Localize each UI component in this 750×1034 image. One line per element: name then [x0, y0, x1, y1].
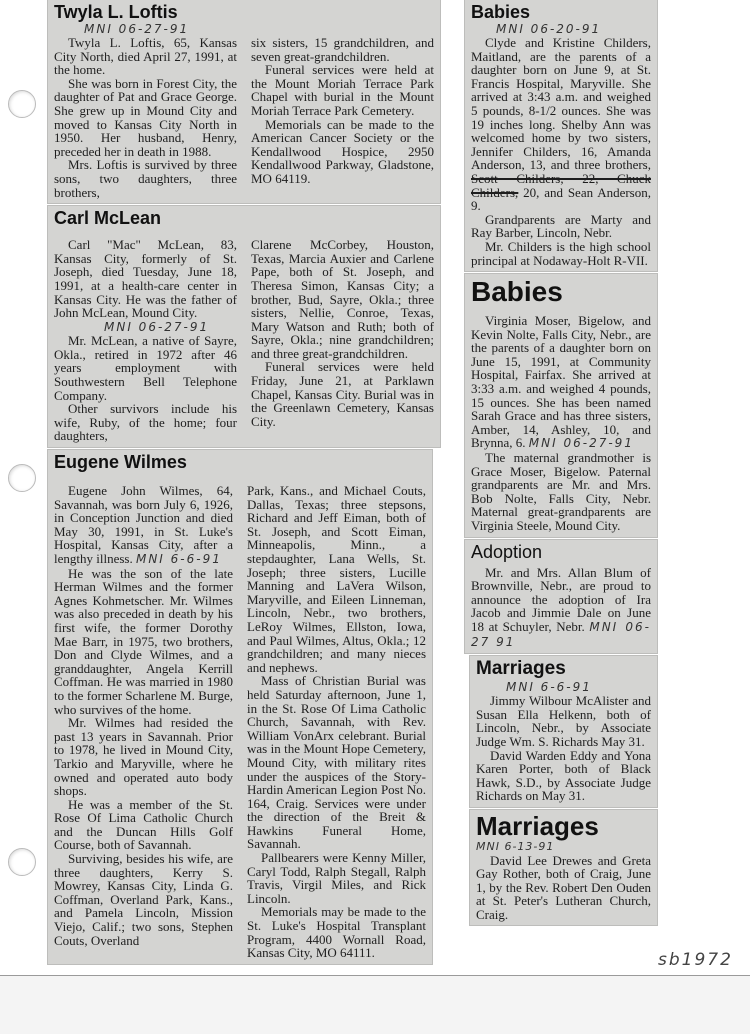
- clipping-body: [471, 566, 651, 650]
- clipping-headline: Twyla L. Loftis: [54, 2, 178, 22]
- paragraph: Mrs. Loftis is survived by three sons, two daughters, three brothers,: [54, 157, 237, 200]
- paragraph: Twyla L. Loftis, 65, Kansas City North, died April 27, 1991, at the home.: [54, 35, 237, 78]
- announcement-babies-nolte: [465, 274, 657, 537]
- column-1: [54, 238, 237, 443]
- clipping-headline: Adoption: [471, 541, 543, 562]
- paragraph: He was the son of the late Herman Wilmes and the former Agnes Kohmetscher. Mr. Wilmes was also preceded in death by his first wife, the former Dorothy Mae Barr, in 1975, two brothers, Don and Clyde Wilmes, and a granddaughter, Angela Kerrill Coffman. He was married in 1980 to the former Scharlene M. Burge, who survives of the home.: [54, 565, 233, 717]
- clipping-body: [471, 36, 651, 267]
- paragraph: Memorials can be made to the American Cancer Society or the Kendallwood Hospice, 2950 Kendallwood Parkway, Gladstone, MO 64119.: [251, 116, 434, 186]
- clipping-headline: Marriages: [476, 810, 599, 841]
- paragraph: Memorials may be made to the St. Luke's Hospital Transplant Program, 4400 Wornall Road, Kansas City, MO 64111.: [247, 904, 426, 961]
- paragraph: Funeral services were held at the Mount Moriah Terrace Park Chapel with burial in the Mount Moriah Terrace Park Cemetery.: [251, 62, 434, 118]
- paragraph-text: Eugene John Wilmes, 64, Savannah, was born July 6, 1926, in Conception Junction and died May 30, 1991, in St. Luke's Hospital, Kansas City, after a lengthy illness.: [54, 483, 233, 566]
- paragraph: David Warden Eddy and Yona Karen Porter, both of Black Hawk, S.D., by Associate Judge Richards on May 31.: [476, 747, 651, 804]
- paragraph: Funeral services were held Friday, June 21, at Parklawn Chapel, Kansas City. Burial was in the Greenlawn Cemetery, Kansas City.: [251, 359, 434, 429]
- announcement-marriages-2: [470, 810, 657, 926]
- clipping-headline: Babies: [471, 276, 563, 308]
- paragraph-text: Mr. and Mrs. Allan Blum of Brownville, Nebr., are proud to announce the adoption of Ira Jacob and Jimmie Dale on June 18 at Schuyler, Nebr.: [471, 564, 651, 634]
- left-clippings-column: [48, 0, 440, 964]
- paragraph: Surviving, besides his wife, are three daughters, Kerry S. Mowrey, Kansas City, Linda G. Coffman, Overland Park, Kans., and Pamela Lincoln, Mission Viejo, Calif.; two sons, Stephen Couts, Overland: [54, 851, 233, 948]
- column-1: [54, 36, 237, 199]
- obituary-carl-mclean: [48, 206, 440, 447]
- paragraph-text: Clyde and Kristine Childers, Maitland, are the parents of a daughter born on June 9, at St. Francis Hospital, Maryville. She arrived at 3:43 a.m. and weighed 5 pounds, 8-1/2 ounces. She was 19 inches long. Shelby Ann was welcomed home by two sisters, Jennifer Childers, 16, Amanda Anderson, 13, and three brothers,: [471, 35, 651, 173]
- paragraph: Jimmy Wilbour McAlister and Susan Ella Helkenn, both of Lincoln, Nebr., by Associate Judge Wm. S. Richards May 31.: [476, 693, 651, 749]
- clipping-headline: Carl McLean: [54, 208, 162, 229]
- paragraph: [54, 320, 237, 335]
- scan-page-edge: [0, 975, 750, 1034]
- paragraph: Mass of Christian Burial was held Saturday afternoon, June 1, in the St. Rose Of Lima Catholic Church, Savannah, with Rev. William VonArx celebrant. Burial was in the Mount Hope Cemetery, Mound City, with military rites under the auspices of the Story-Hardin American Legion Post No. 164, Craig. Services were under the direction of the Breit & Hawkins Funeral Home, Savannah.: [247, 673, 426, 852]
- column-1: [54, 484, 233, 960]
- paragraph: six sisters, 15 grandchildren, and seven great-grandchildren.: [251, 35, 434, 64]
- clipping-body: [471, 314, 651, 533]
- handwritten-date-note: MNI 6-6-91: [506, 680, 592, 695]
- column-2: [251, 238, 434, 443]
- announcement-adoption: [465, 540, 657, 654]
- clipping-body: [476, 694, 651, 803]
- struck-through-text: Scott Childers, 22, Chuck Childers,: [471, 170, 651, 200]
- paragraph: Mr. Wilmes had resided the past 13 years in Savannah. Prior to 1978, he lived in Mound City, Tarkio and Maryville, where he owned and operated auto body shops.: [54, 715, 233, 799]
- handwritten-date-note: MNI 6-6-91: [135, 552, 222, 566]
- right-clippings-column: [465, 0, 657, 925]
- paragraph: David Lee Drewes and Greta Gay Rother, both of Craig, June 1, by the Rev. Robert Den Ouden at St. Peter's Lutheran Church, Craig.: [476, 852, 651, 922]
- paragraph: Mr. McLean, a native of Sayre, Okla., retired in 1972 after 46 years employment with Southwestern Bell Telephone Company.: [54, 333, 237, 403]
- handwritten-date-note: MNI 6-13-91: [476, 839, 555, 853]
- handwritten-date-note: MNI 06-27 91: [471, 619, 651, 649]
- paragraph: [471, 566, 651, 650]
- paragraph: [54, 484, 233, 567]
- paragraph: Grandparents are Marty and Ray Barber, Lincoln, Nebr.: [471, 211, 651, 241]
- clipping-headline: Eugene Wilmes: [54, 452, 187, 473]
- obituary-twyla-loftis: [48, 0, 440, 203]
- paragraph: Park, Kans., and Michael Couts, Dallas, Texas; three stepsons, Richard and Jeff Eiman, both of St. Joseph, and Scott Eiman, Minneapolis, Minn., a stepdaughter, Lana Wells, St. Joseph; three sisters, Lucille Manning and LaVera Wilson, Maryville, and Eileen Linneman, Lincoln, Nebr., two brothers, LeRoy Wilmes, Ellston, Iowa, and Paul Wilmes, Altus, Okla.; 12 grandchildren; and many nieces and nephews.: [247, 483, 426, 675]
- column-2: [247, 484, 426, 960]
- punch-hole: [8, 90, 36, 118]
- paragraph: Pallbearers were Kenny Miller, Caryl Todd, Ralph Stegall, Ralph Travis, Virgil Miles, and Rick Lincoln.: [247, 850, 426, 906]
- handwritten-date-note: MNI 06-27-91: [84, 22, 190, 36]
- handwritten-date-note: MNI 06-20-91: [496, 22, 602, 36]
- paragraph: The maternal grandmother is Grace Moser, Bigelow. Paternal grandparents are Mr. and Mrs. Bob Nolte, Falls City, Nebr. Maternal great-grandparents are Virginia Steele, Mound City.: [471, 450, 651, 533]
- paragraph-text: 20, and Sean Anderson, 9.: [471, 184, 651, 214]
- paragraph: Mr. Childers is the high school principal at Nodaway-Holt R-VII.: [471, 238, 651, 268]
- paragraph: He was a member of the St. Rose Of Lima Catholic Church and the Duncan Hills Golf Course, both of Savannah.: [54, 796, 233, 853]
- punch-hole: [8, 848, 36, 876]
- paragraph: [471, 36, 651, 213]
- clipping-headline: Marriages: [476, 658, 566, 680]
- punch-hole: [8, 464, 36, 492]
- announcement-marriages-1: [470, 656, 657, 807]
- handwritten-date-note: MNI 06-27-91: [104, 319, 210, 334]
- column-2: [251, 36, 434, 199]
- paragraph: Carl "Mac" McLean, 83, Kansas City, formerly of St. Joseph, died Tuesday, June 18, 1991, at a health-care center in Kansas City. He was the father of John McLean, Mound City.: [54, 237, 237, 321]
- handwritten-page-mark: sb1972: [658, 950, 733, 970]
- paragraph: [471, 314, 651, 451]
- paragraph: Other survivors include his wife, Ruby, of the home; four daughters,: [54, 401, 237, 444]
- paragraph-text: Virginia Moser, Bigelow, and Kevin Nolte, Falls City, Nebr., are the parents of a daughter born on June 15, 1991, at Community Hospital, Fairfax. She arrived at 3:33 a.m. and weighed 4 pounds, 15 ounces. She has been named Sarah Grace and has three sisters, Amber, 14, Ashley, 10, and Brynna, 6.: [471, 313, 651, 451]
- paragraph: Clarene McCorbey, Houston, Texas, Marcia Auxier and Carlene Pape, both of St. Joseph, and Theresa Simon, Kansas City; a brother, Bud, Sayre, Okla.; three sisters, Nellie, Conroe, Texas, Mary Watson and Ruth; both of Sayre, Okla.; nine grandchildren; and three great-grandchildren.: [251, 237, 434, 361]
- obituary-eugene-wilmes: [48, 450, 432, 964]
- paragraph: She was born in Forest City, the daughter of Pat and Grace George. She grew up in Mound City and moved to Kansas City North in 1950. Her husband, Henry, preceded her in death in 1988.: [54, 75, 237, 159]
- handwritten-date-note: MNI 06-27-91: [528, 436, 634, 451]
- announcement-babies-childers: [465, 0, 657, 271]
- clipping-body: [476, 854, 651, 922]
- clipping-headline: Babies: [471, 2, 531, 22]
